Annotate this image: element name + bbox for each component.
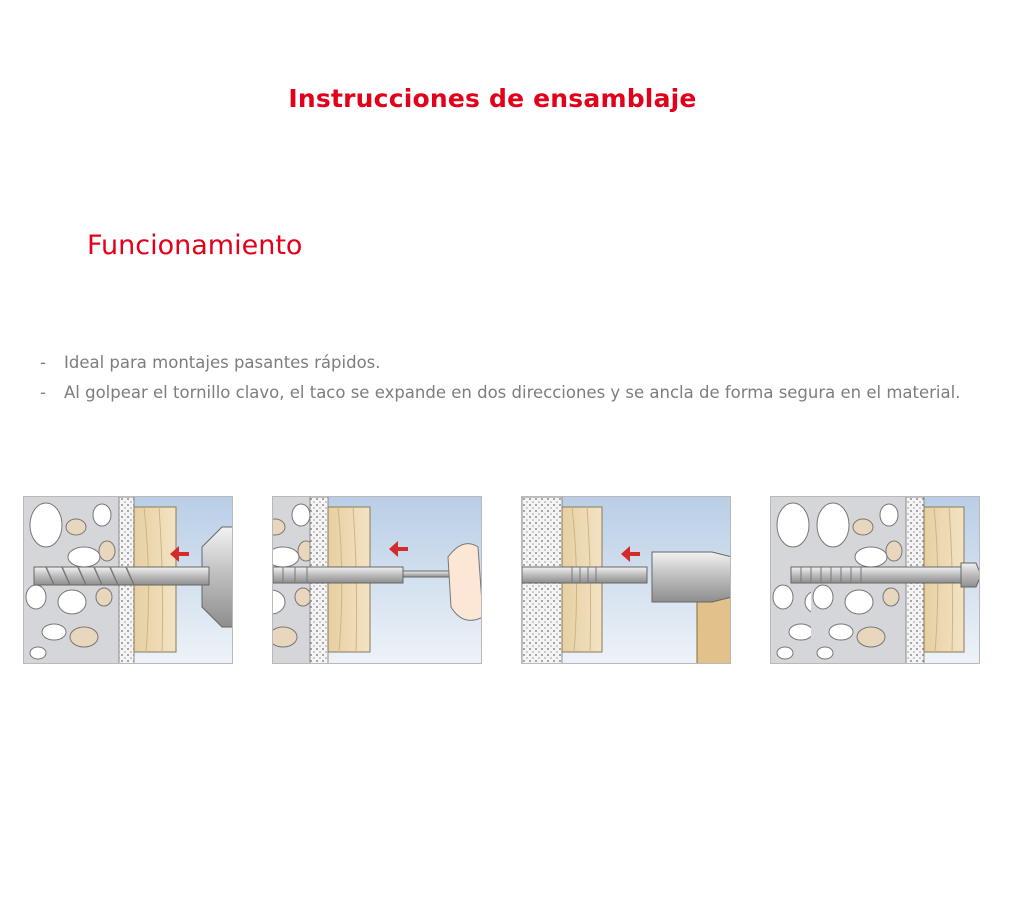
illustration-step-1 bbox=[23, 496, 233, 664]
illustration-step-2 bbox=[272, 496, 482, 664]
list-item: - Al golpear el tornillo clavo, el taco se expande en dos direcciones y se ancla de forma segura en el material. bbox=[40, 383, 961, 402]
drill-bit-icon bbox=[24, 497, 233, 664]
anchored-screw-icon bbox=[771, 497, 980, 664]
illustration-step-4 bbox=[770, 496, 980, 664]
list-item-text: Al golpear el tornillo clavo, el taco se expande en dos direcciones y se ancla de forma segura en el material. bbox=[64, 383, 961, 402]
feature-list bbox=[40, 351, 960, 411]
section-title: Funcionamiento bbox=[87, 230, 303, 261]
list-item-text: Ideal para montajes pasantes rápidos. bbox=[64, 353, 381, 372]
hand-insert-icon bbox=[273, 497, 482, 664]
page-title: Instrucciones de ensamblaje bbox=[288, 84, 697, 113]
list-item: - Ideal para montajes pasantes rápidos. bbox=[40, 353, 381, 372]
hammer-icon bbox=[522, 497, 731, 664]
illustration-step-3 bbox=[521, 496, 731, 664]
